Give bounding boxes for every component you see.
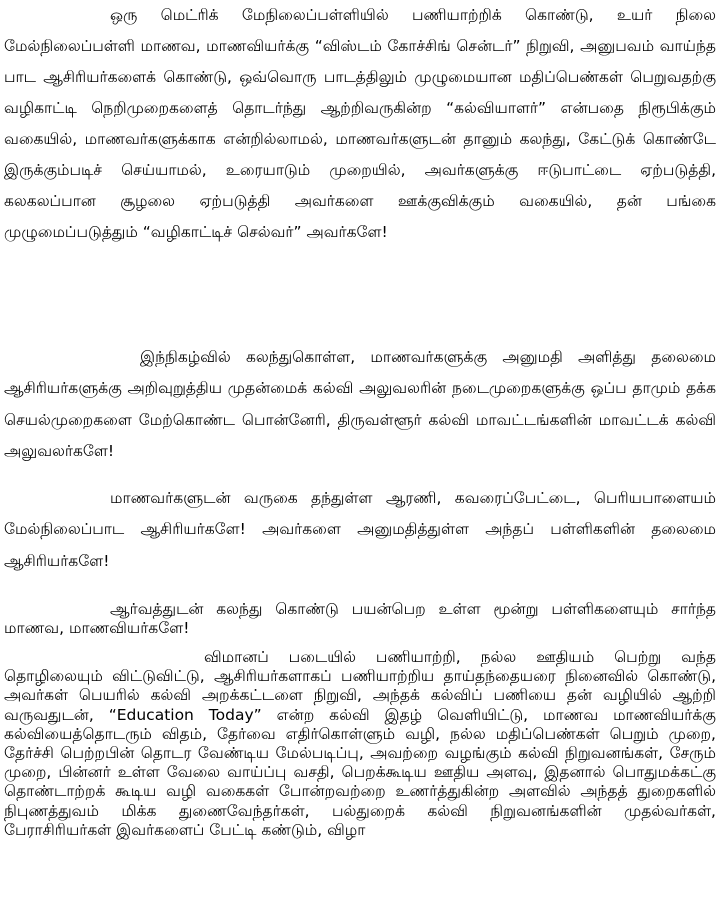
paragraph-teachers-headmasters: மாணவர்களுடன் வருகை தந்துள்ள ஆரணி, கவரைப்பேட்டை, பெரியபாளையம் மேல்நிலைப்பாட ஆசிரியர்களே! அவர்களை அனுமதித்துள்ள அந்தப் பள்ளிகளின் தலைமை ஆசிரியர்களே! [4, 489, 716, 570]
paragraph-students: ஆர்வத்துடன் கலந்து கொண்டு பயன்பெற உள்ள மூன்று பள்ளிகளையும் சார்ந்த மாணவ, மாணவியர்களே! [4, 600, 716, 637]
paragraph-air-force-trust: விமானப் படையில் பணியாற்றி, நல்ல ஊதியம் பெற்று வந்த தொழிலையும் விட்டுவிட்டு, ஆசிரியர்களாகப் பணியாற்றிய தாய்தந்தையரை நினைவில் கொண்டு, அவர்கள் பெயரில் கல்வி அறக்கட்டளை நிறுவி, அந்தக் கல்விப் பணியை தன் வழியில் ஆற்றி வருவதுடன், “Education Today” என்ற கல்வி இதழ் வெளியிட்டு, மாணவ மாணவியர்க்கு கல்வியைத்தொடரும் விதம், தேர்வை எதிர்கொள்ளும் வழி, நல்ல மதிப்பெண்கள் பெறும் முறை, தேர்ச்சி பெற்றபின் தொடர வேண்டிய மேல்படிப்பு, அவற்றை வழங்கும் கல்வி நிறுவனங்கள், சேரும் முறை, பின்னர் உள்ள வேலை வாய்ப்பு வசதி, பெறக்கூடிய ஊதிய அளவு, இதனால் பொதுமக்கட்கு தொண்டாற்றக் கூடிய வழி வகைகள் போன்றவற்றை உணர்த்துகின்ற அளவில் அந்தத் துறைகளில் நிபுணத்துவம் மிக்க துணைவேந்தர்கள், பல்துறைக் கல்வி நிறுவனங்களின் முதல்வர்கள், பேராசிரியர்கள் இவர்களைப் பேட்டி கண்டும், விழா [4, 648, 716, 839]
paragraph-wisdom-coaching: ஒரு மெட்ரிக் மேநிலைப்பள்ளியில் பணியாற்றிக் கொண்டு, உயர் நிலை மேல்நிலைப்பள்ளி மாணவ, மாணவியர்க்கு “விஸ்டம் கோச்சிங் சென்டர்” நிறுவி, அனுபவம் வாய்ந்த பாட ஆசிரியர்களைக் கொண்டு, ஒவ்வொரு பாடத்திலும் முழுமையான மதிப்பெண்கள் பெறுவதற்கு வழிகாட்டி நெறிமுறைகளைத் தொடர்ந்து ஆற்றிவருகின்ற “கல்வியாளர்” என்பதை நிரூபிக்கும் வகையில், மாணவர்களுக்காக என்றில்லாமல், மாணவர்களுடன் தானும் கலந்து, கேட்டுக் கொண்டே இருக்கும்படிச் செய்யாமல், உரையாடும் முறையில், அவர்களுக்கு ஈடுபாட்டை ஏற்படுத்தி, கலகலப்பான சூழலை ஏற்படுத்தி அவர்களை ஊக்குவிக்கும் வகையில், தன் பங்கை முழுமைப்படுத்தும் “வழிகாட்டிச் செல்வர்” அவர்களே! [4, 6, 716, 241]
paragraph-district-officers: இந்நிகழ்வில் கலந்துகொள்ள, மாணவர்களுக்கு அனுமதி அளித்து தலைமை ஆசிரியர்களுக்கு அறிவுறுத்திய முதன்மைக் கல்வி அலுவலரின் நடைமுறைகளுக்கு ஒப்ப தாமும் தக்க செயல்முறைகளை மேற்கொண்ட பொன்னேரி, திருவள்ளூர் கல்வி மாவட்டங்களின் மாவட்டக் கல்வி அலுவலர்களே! [4, 348, 716, 460]
